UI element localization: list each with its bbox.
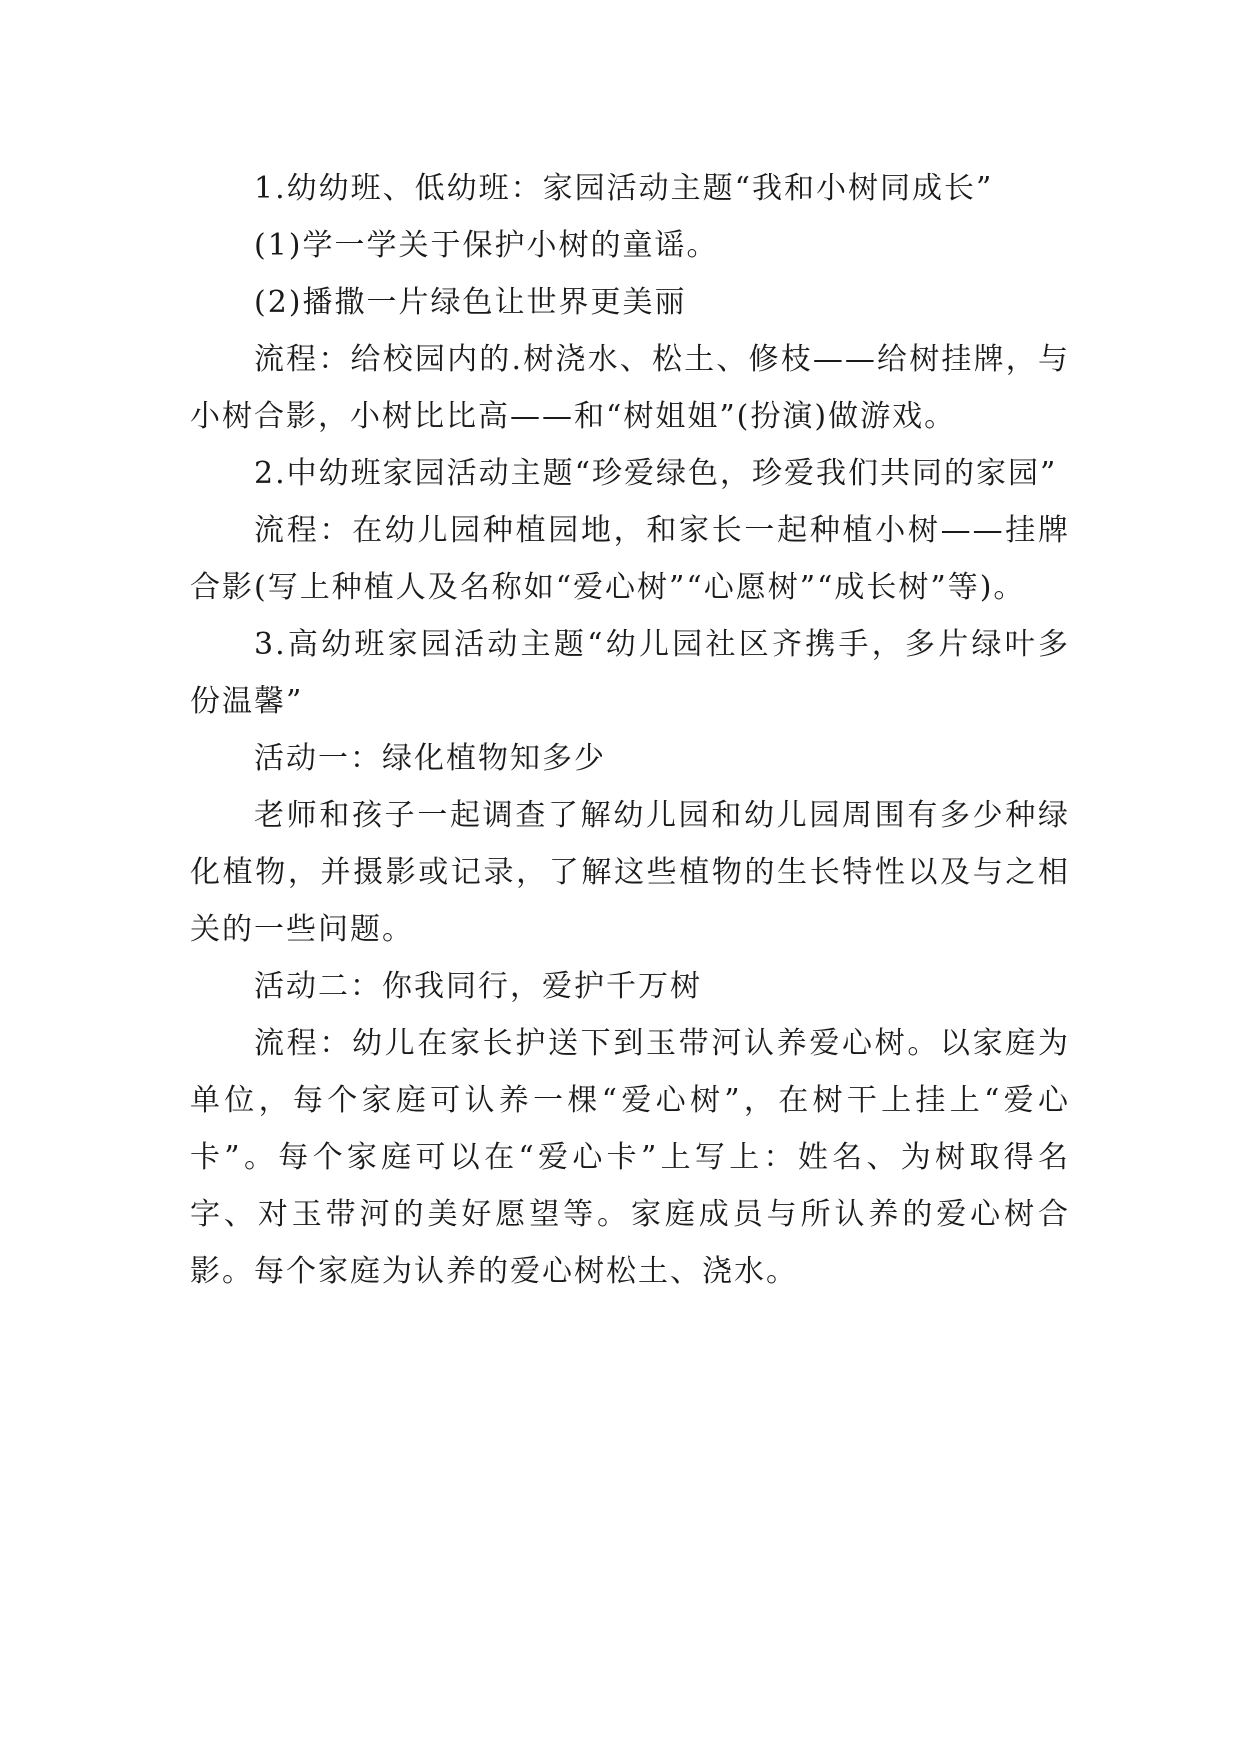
paragraph-class-younger-theme: 1.幼幼班、低幼班：家园活动主题“我和小树同成长” <box>254 171 994 206</box>
document-body <box>190 160 1070 1300</box>
paragraph-younger-process: 流程：给校园内的.树浇水、松土、修枝——给树挂牌，与小树合影，小树比比高——和“树姐姐”(扮演)做游戏。 <box>190 342 1070 434</box>
paragraph-item-1: (1)学一学关于保护小树的童谣。 <box>254 228 719 263</box>
paragraph-class-middle-theme: 2.中幼班家园活动主题“珍爱绿色，珍爱我们共同的家园” <box>254 456 1058 491</box>
paragraph-activity-two-title: 活动二：你我同行，爱护千万树 <box>254 969 702 1004</box>
paragraph-middle-process: 流程：在幼儿园种植园地，和家长一起种植小树——挂牌合影(写上种植人及名称如“爱心树”“心愿树”“成长树”等)。 <box>190 513 1070 605</box>
paragraph-class-senior-theme: 3.高幼班家园活动主题“幼儿园社区齐携手，多片绿叶多份温馨” <box>190 627 1070 719</box>
paragraph-item-2: (2)播撒一片绿色让世界更美丽 <box>254 285 687 320</box>
paragraph-activity-two-process: 流程：幼儿在家长护送下到玉带河认养爱心树。以家庭为单位，每个家庭可认养一棵“爱心树”，在树干上挂上“爱心卡”。每个家庭可以在“爱心卡”上写上：姓名、为树取得名字、对玉带河的美好愿望等。家庭成员与所认养的爱心树合影。每个家庭为认养的爱心树松土、浇水。 <box>190 1026 1070 1289</box>
paragraph-activity-one-body: 老师和孩子一起调查了解幼儿园和幼儿园周围有多少种绿化植物，并摄影或记录，了解这些植物的生长特性以及与之相关的一些问题。 <box>190 798 1070 947</box>
paragraph-activity-one-title: 活动一：绿化植物知多少 <box>254 741 606 776</box>
